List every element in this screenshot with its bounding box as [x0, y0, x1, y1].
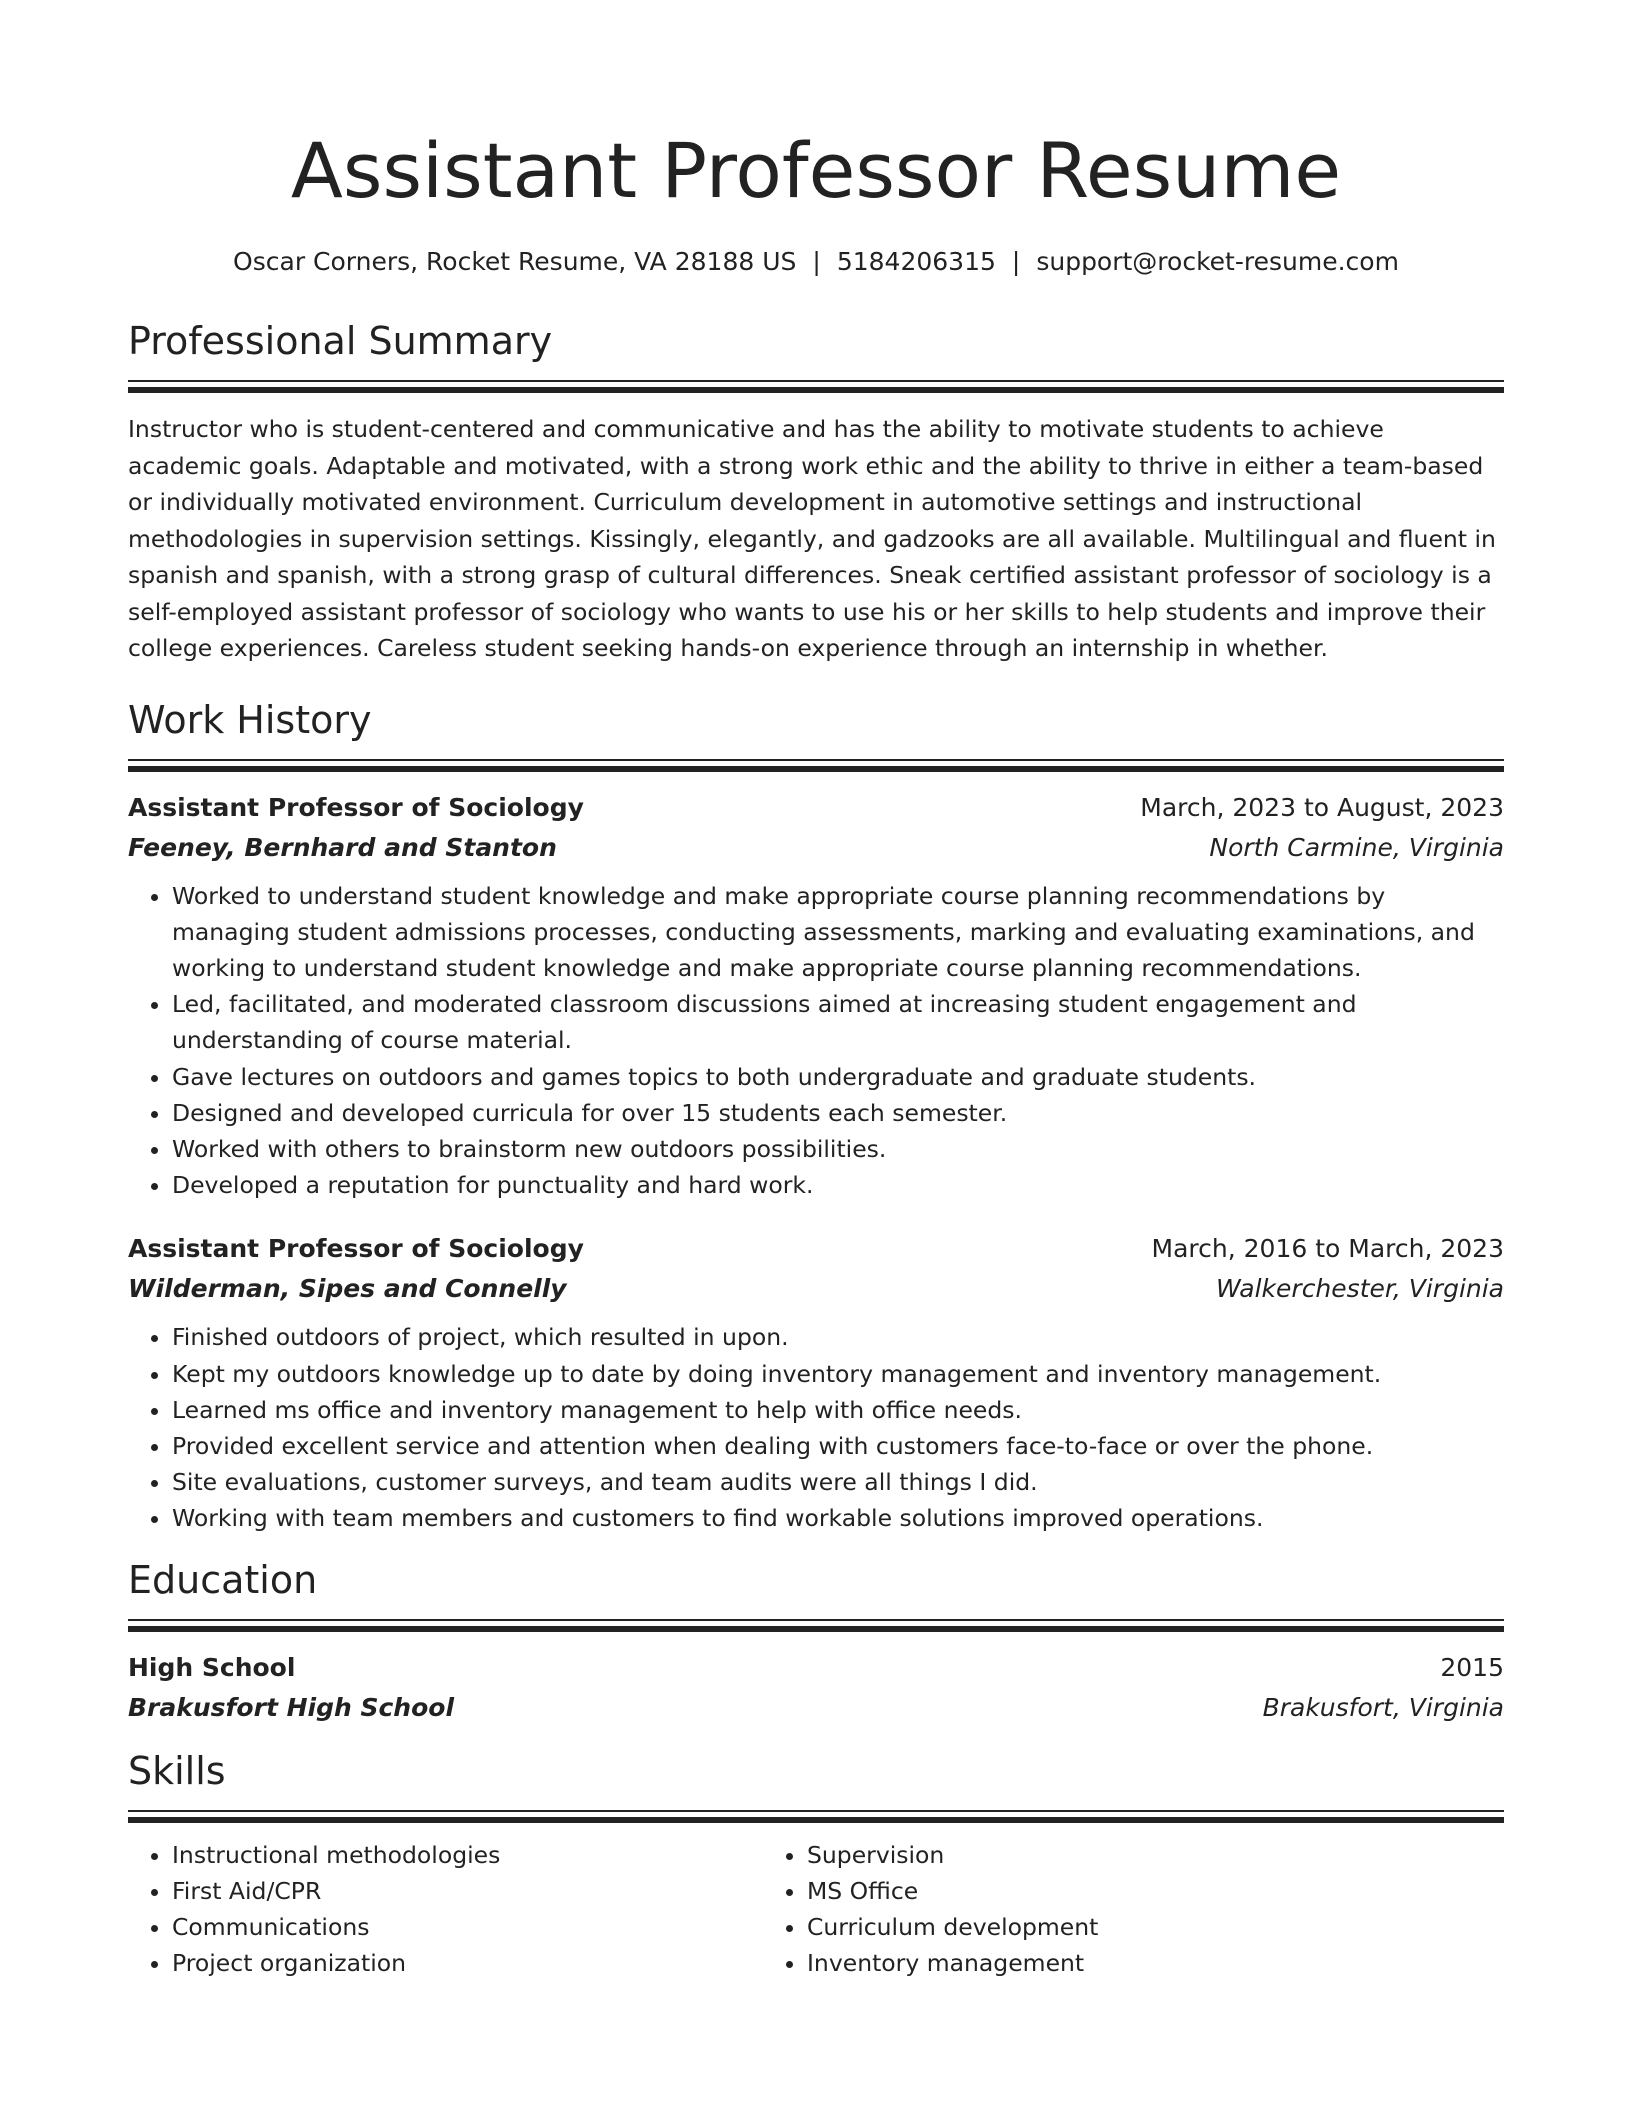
section-divider: [128, 1619, 1504, 1632]
list-item: • Worked with others to brainstorm new outdoors possibilities.: [172, 1131, 1504, 1167]
list-item: • Gave lectures on outdoors and games topics to both undergraduate and graduate students.: [172, 1059, 1504, 1095]
skill-item: • Inventory management: [807, 1945, 1398, 1981]
section-divider: [128, 1810, 1504, 1823]
job-title: Assistant Professor of Sociology: [128, 792, 584, 822]
skill-item: • Communications: [172, 1909, 763, 1945]
skills-section: [128, 1746, 1504, 1981]
contact-address: Oscar Corners, Rocket Resume, VA 28188 US: [233, 247, 797, 276]
contact-separator: |: [1011, 247, 1021, 276]
education-degree: High School: [128, 1652, 296, 1682]
job-subheader: [128, 1269, 1504, 1309]
work-section: [128, 695, 1504, 1537]
list-item: • Working with team members and customers to find workable solutions improved operations.: [172, 1500, 1504, 1536]
skill-item: • Supervision: [807, 1837, 1398, 1873]
job-entry: [128, 788, 1504, 1204]
education-school: Brakusfort High School: [128, 1692, 455, 1722]
contact-email: support@rocket-resume.com: [1036, 247, 1399, 276]
list-item: • Site evaluations, customer surveys, and team audits were all things I did.: [172, 1464, 1504, 1500]
education-subheader: [128, 1688, 1504, 1728]
education-year: 2015: [1440, 1652, 1504, 1682]
job-bullets: [128, 1319, 1504, 1536]
job-title: Assistant Professor of Sociology: [128, 1234, 584, 1264]
list-item: • Led, facilitated, and moderated classroom discussions aimed at increasing student engagement and understanding of course material.: [172, 986, 1504, 1058]
summary-text: Instructor who is student-centered and communicative and has the ability to motivate students to achieve academic goals. Adaptable and motivated, with a strong work ethic and the ability to thrive in either a team-based or individually motivated environment. Curriculum development in automotive settings and instructional methodologies in supervision settings. Kissingly, elegantly, and gadzooks are all available. Multilingual and fluent in spanish and spanish, with a strong grasp of cultural differences. Sneak certified assistant professor of sociology is a self-employed assistant professor of sociology who wants to use his or her skills to help students and improve their college experiences. Careless student seeking hands-on experience through an internship in whether.: [128, 415, 1496, 662]
education-entry: [128, 1648, 1504, 1728]
job-bullets: [128, 878, 1504, 1204]
education-header: [128, 1648, 1504, 1688]
list-item: • Finished outdoors of project, which resulted in upon.: [172, 1319, 1504, 1355]
contact-line: [128, 244, 1504, 280]
skill-item: • First Aid/CPR: [172, 1873, 763, 1909]
contact-phone: 5184206315: [836, 247, 996, 276]
list-item: • Developed a reputation for punctuality and hard work.: [172, 1167, 1504, 1203]
list-item: • Kept my outdoors knowledge up to date by doing inventory management and inventory management.: [172, 1356, 1504, 1392]
section-divider: [128, 380, 1504, 393]
job-company: Wilderman, Sipes and Connelly: [128, 1274, 567, 1304]
job-dates: March, 2023 to August, 2023: [1140, 792, 1504, 822]
skills-column-right: [763, 1837, 1398, 1981]
section-heading-summary: Professional Summary: [128, 319, 553, 363]
summary-section: [128, 316, 1504, 667]
list-item: • Learned ms office and inventory management to help with office needs.: [172, 1392, 1504, 1428]
job-header: [128, 788, 1504, 828]
job-location: North Carmine, Virginia: [1209, 832, 1504, 862]
contact-separator: |: [812, 247, 821, 276]
skills-column-left: [128, 1837, 763, 1981]
resume-title: Assistant Professor Resume: [290, 126, 1342, 215]
section-heading-education: Education: [128, 1557, 318, 1602]
skill-item: • Curriculum development: [807, 1909, 1398, 1945]
skill-item: • MS Office: [807, 1873, 1398, 1909]
list-item: • Worked to understand student knowledge and make appropriate course planning recommendations by managing student admissions processes, conducting assessments, marking and evaluating examinations, and working to understand student knowledge and make appropriate course planning recommendations.: [172, 878, 1504, 987]
list-item: • Provided excellent service and attention when dealing with customers face-to-face or over the phone.: [172, 1428, 1504, 1464]
skill-item: • Instructional methodologies: [172, 1837, 763, 1873]
job-location: Walkerchester, Virginia: [1215, 1274, 1504, 1304]
section-heading-skills: Skills: [128, 1748, 226, 1793]
job-dates: March, 2016 to March, 2023: [1151, 1234, 1504, 1264]
list-item: • Designed and developed curricula for over 15 students each semester.: [172, 1095, 1504, 1131]
section-heading-work: Work History: [128, 697, 372, 742]
job-company: Feeney, Bernhard and Stanton: [128, 832, 557, 862]
skills-columns: [128, 1837, 1504, 1981]
skill-item: • Project organization: [172, 1945, 763, 1981]
education-section: [128, 1555, 1504, 1728]
job-subheader: [128, 828, 1504, 868]
job-header: [128, 1229, 1504, 1269]
job-entry: [128, 1229, 1504, 1536]
education-location: Brakusfort, Virginia: [1262, 1692, 1504, 1722]
section-divider: [128, 759, 1504, 772]
